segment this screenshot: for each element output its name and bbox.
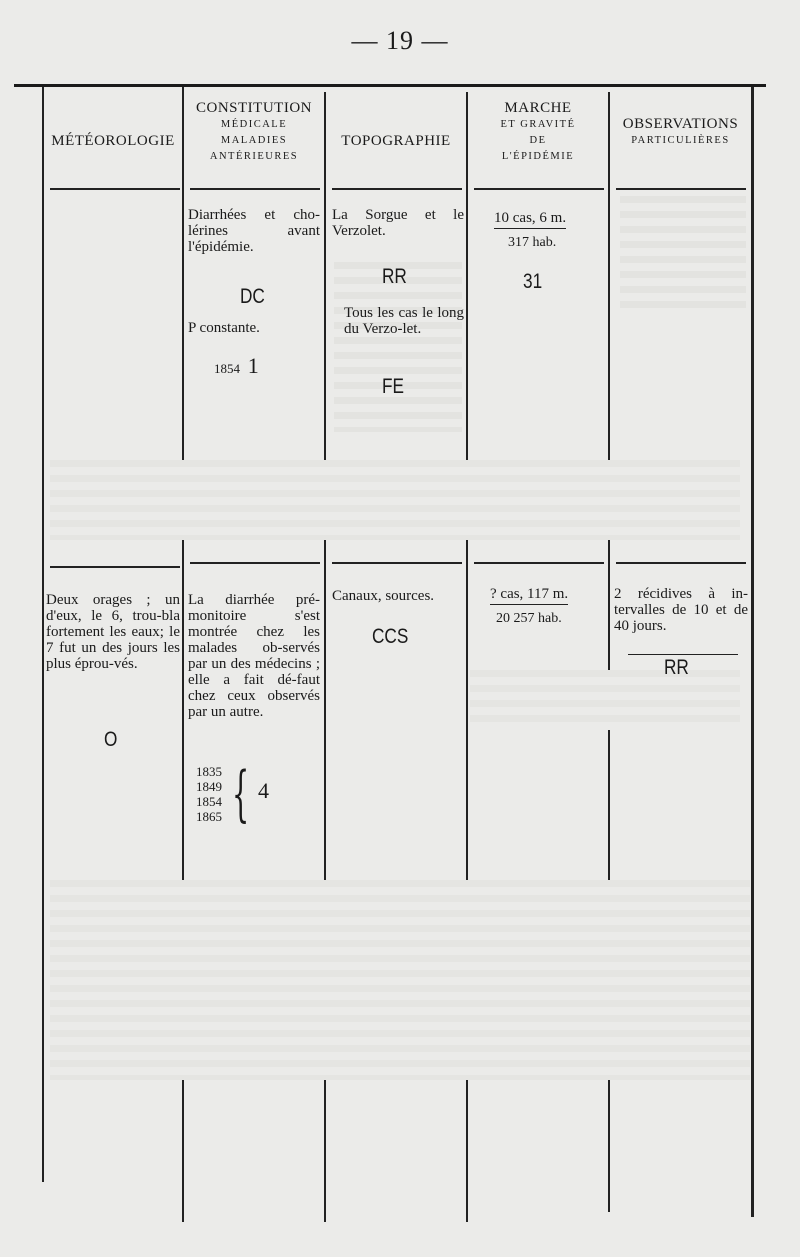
header-constitution-line-1: CONSTITUTION (196, 100, 312, 116)
row2-constitution-text: La diarrhée pré-monitoire s'est montrée chez les malades ob-servés par un des médecins ; elle a fait dé-faut chez ceux observés par un autre. (188, 592, 320, 720)
column-line-6 (751, 87, 754, 1217)
row2-topo-code: CCS (372, 625, 409, 648)
bleed-through (620, 196, 746, 316)
bleed-through (50, 460, 740, 540)
row2-year: 1865 (196, 809, 222, 824)
row2-year: 1849 (196, 779, 222, 794)
row1-marche-cases: 10 cas, 6 m. (494, 210, 566, 229)
row1-constitution-text: Diarrhées et cho-lérines avant l'épidémie. (188, 207, 320, 255)
header-separator (616, 188, 746, 190)
header-constitution-line-2: MÉDICALE (220, 119, 288, 130)
row1-constitution-year-line (214, 353, 259, 378)
header-observations (610, 116, 751, 149)
header-separator (50, 188, 180, 190)
row2-obs-text: 2 récidives à in-tervalles de 10 et de 40 jours. (614, 586, 748, 634)
row1-topo-code: RR (382, 265, 407, 288)
header-topographie: TOPOGRAPHIE (341, 133, 451, 149)
header-separator (474, 188, 604, 190)
header-observations-line-1: OBSERVATIONS (622, 116, 739, 132)
row2-years-count: 4 (258, 778, 269, 803)
years-brace-icon: { (232, 759, 250, 829)
header-separator (332, 188, 462, 190)
row-separator (50, 566, 180, 568)
column-line-1 (42, 87, 44, 1182)
row2-topo-text: Canaux, sources. (332, 588, 435, 604)
row2-marche-cases-wrap (490, 586, 568, 605)
row-separator (190, 562, 320, 564)
row1-marche-num: 31 (523, 270, 543, 293)
row2-marche-cases: ? cas, 117 m. (490, 586, 568, 605)
row1-topo-code-2: FE (382, 375, 405, 398)
header-constitution (184, 100, 324, 165)
obs-underline (628, 654, 738, 655)
row1-topo-line: La Sorgue et le Verzolet. (332, 207, 464, 239)
row2-years-list (196, 764, 222, 824)
bleed-through (470, 670, 740, 730)
header-constitution-line-3: MALADIES (220, 135, 288, 146)
row2-marche-hab: 20 257 hab. (496, 611, 562, 626)
header-constitution-line-4: ANTÉRIEURES (209, 151, 299, 162)
row1-constitution-count: 1 (247, 353, 259, 378)
row1-topo-text: Tous les cas le long du Verzo-let. (344, 305, 464, 337)
row1-constitution-year: 1854 (214, 361, 240, 376)
header-marche-line-1: MARCHE (504, 100, 572, 116)
row-separator (616, 562, 746, 564)
row2-obs-code: RR (664, 656, 689, 679)
header-marche-line-2: ET GRAVITÉ (500, 119, 576, 130)
header-marche (468, 100, 608, 165)
row-separator (332, 562, 462, 564)
header-observations-line-2: PARTICULIÈRES (631, 135, 730, 146)
bleed-through (50, 880, 750, 1080)
header-separator (190, 188, 320, 190)
row2-meteo-code: O (104, 728, 118, 751)
row1-constitution-p: P constante. (188, 320, 260, 336)
row2-meteo-text: Deux orages ; un d'eux, le 6, trou-bla fortement les eaux; le 7 fut un des jours les plus éprou-vés. (46, 592, 180, 672)
row1-constitution-code: DC (240, 285, 265, 308)
row2-year: 1835 (196, 764, 222, 779)
header-meteorologie: MÉTÉOROLOGIE (51, 133, 175, 149)
row1-marche-cases-wrap (494, 210, 566, 229)
row-separator (474, 562, 604, 564)
row2-year: 1854 (196, 794, 222, 809)
top-rule (14, 84, 766, 87)
header-marche-line-4: L'ÉPIDÉMIE (501, 151, 575, 162)
page-number: — 19 — (351, 26, 449, 55)
row1-marche-hab: 317 hab. (508, 235, 557, 250)
header-marche-line-3: DE (529, 135, 547, 146)
